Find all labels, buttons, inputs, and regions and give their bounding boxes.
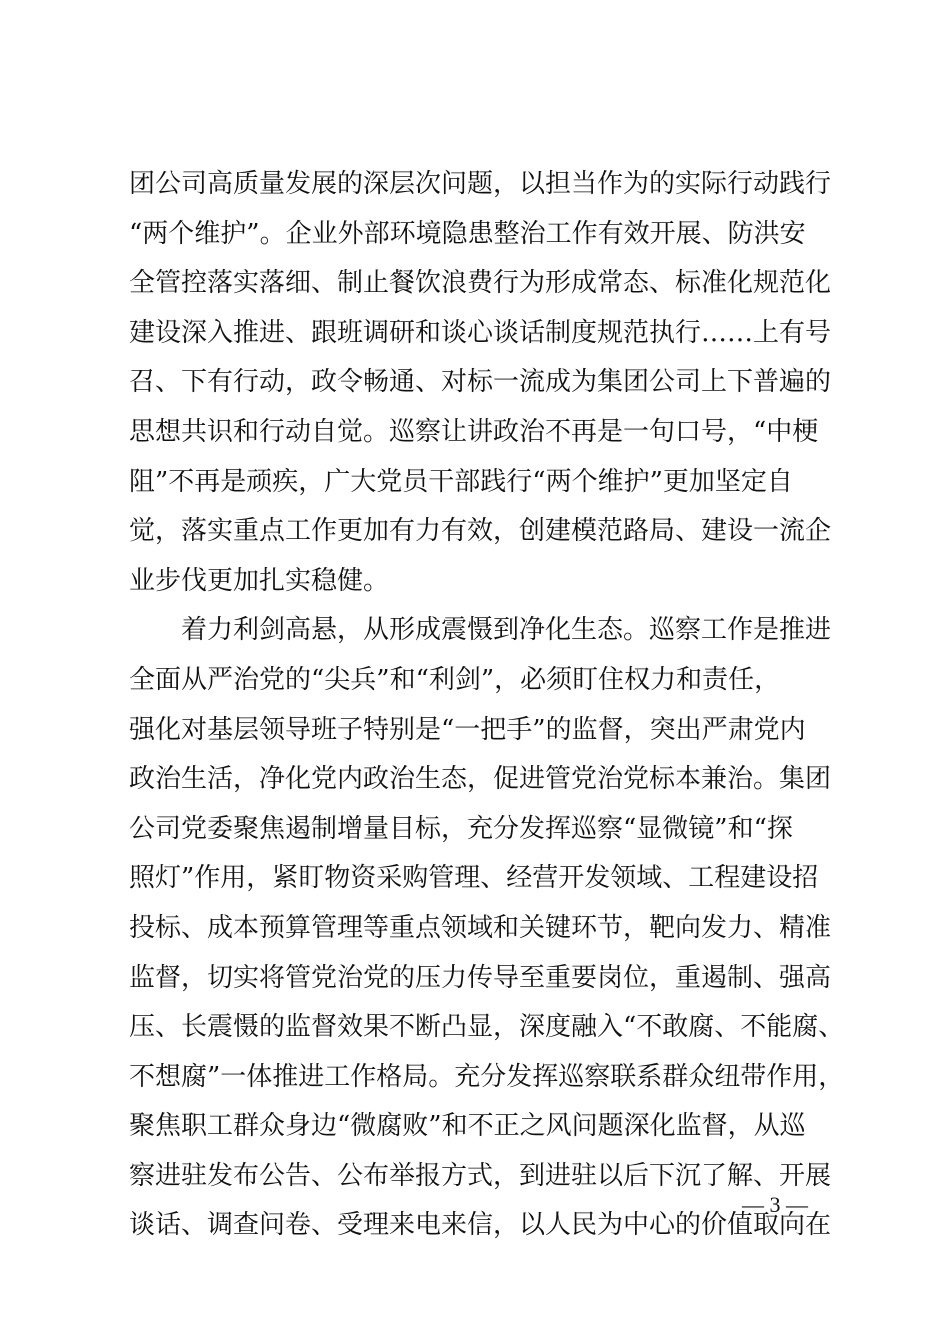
paragraph-start-line: 着力利剑高悬，从形成震慑到净化生态。巡察工作是推进 bbox=[181, 615, 832, 646]
page-number: — 3 — bbox=[742, 1192, 808, 1217]
text-line: 投标、成本预算管理等重点领域和关键环节，靶向发力、精准 bbox=[129, 912, 832, 943]
text-line: 监督，切实将管党治党的压力传导至重要岗位，重遏制、强高 bbox=[129, 962, 832, 993]
text-line: 照灯”作用，紧盯物资采购管理、经营开发领域、工程建设招 bbox=[129, 863, 819, 894]
text-line: 强化对基层领导班子特别是“一把手”的监督，突出严肃党内 bbox=[129, 714, 806, 745]
text-line: 阻”不再是顽疾，广大党员干部践行“两个维护”更加坚定自 bbox=[129, 466, 793, 497]
text-line: 建设深入推进、跟班调研和谈心谈话制度规范执行……上有号 bbox=[129, 317, 832, 348]
text-line: 聚焦职工群众身边“微腐败”和不正之风问题深化监督，从巡 bbox=[129, 1111, 806, 1142]
text-line: 公司党委聚焦遏制增量目标，充分发挥巡察“显微镜”和“探 bbox=[129, 813, 793, 844]
text-line: 政治生活，净化党内政治生态，促进管党治党标本兼治。集团 bbox=[129, 764, 832, 795]
text-line: 团公司高质量发展的深层次问题，以担当作为的实际行动践行 bbox=[129, 169, 832, 199]
text-line: 思想共识和行动自觉。巡察让讲政治不再是一句口号，“中梗 bbox=[129, 416, 819, 447]
body-text bbox=[129, 160, 845, 1251]
text-line: 压、长震慑的监督效果不断凸显，深度融入“不敢腐、不能腐、 bbox=[129, 1012, 845, 1043]
text-line: “两个维护”。企业外部环境隐患整治工作有效开展、防洪安 bbox=[129, 218, 806, 249]
text-line: 召、下有行动，政令畅通、对标一流成为集团公司上下普遍的 bbox=[129, 367, 832, 398]
text-line: 不想腐”一体推进工作格局。充分发挥巡察联系群众纽带作用， bbox=[129, 1061, 845, 1092]
text-line: 全面从严治党的“尖兵”和“利剑”，必须盯住权力和责任， bbox=[129, 664, 781, 695]
text-line: 全管控落实落细、制止餐饮浪费行为形成常态、标准化规范化 bbox=[129, 268, 832, 299]
text-line: 觉，落实重点工作更加有力有效，创建模范路局、建设一流企 bbox=[129, 516, 832, 547]
text-line: 谈话、调查问卷、受理来电来信，以人民为中心的价值取向在 bbox=[129, 1210, 832, 1241]
text-line: 业步伐更加扎实稳健。 bbox=[129, 565, 390, 596]
text-line: 察进驻发布公告、公布举报方式，到进驻以后下沉了解、开展 bbox=[129, 1160, 832, 1191]
